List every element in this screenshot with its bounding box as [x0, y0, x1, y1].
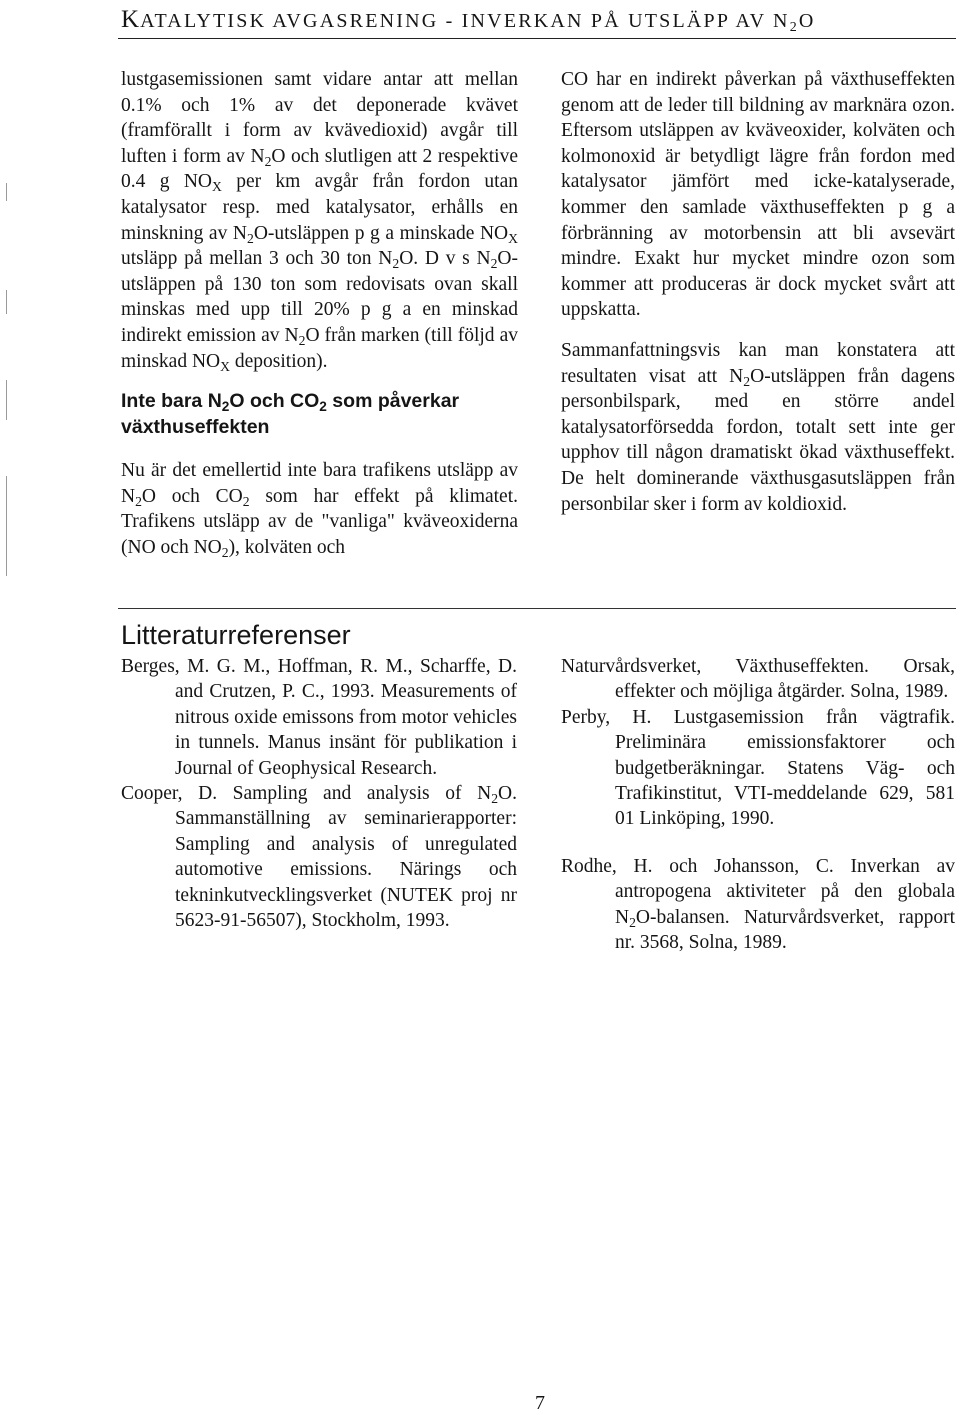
reference-item: Perby, H. Lustgasemission från vägtrafik. Preliminära emissionsfaktorer och budgetberäkningar. Statens Väg- och Trafikinstitut, VTI-meddelande 629, 581 01 Linköping, 1990.: [561, 706, 955, 830]
left-column: [121, 67, 518, 561]
scan-mark: [6, 476, 7, 576]
paragraph-summary: Sammanfattningsvis kan man konstatera att resultaten visat att $N_2O$-utsläppen från dagens personbilspark, med en större andel katalysatorförsedda fordon, totalt sett inte ger upphov till någon dramatiskt ökad växthuseffekt. De helt dominerande växthusgasutsläppen från personbilar sker i form av koldioxid.: [561, 339, 956, 515]
reference-item: Naturvårdsverket, Växthuseffekten. Orsak, effekter och möjliga åtgärder. Solna, 1989.: [561, 656, 955, 703]
paragraph-climate: Nu är det emellertid inte bara trafikens utsläpp av $N_2O$ och $CO_2$ som har effekt på klimatet. Trafikens utsläpp av de "vanliga" kväveoxiderna (NO och $NO_2$), kolväten och: [121, 460, 519, 560]
running-header-text: ATALYTISK AVGASRENING - INVERKAN PÅ UTSLÄPP AV N: [140, 10, 790, 32]
scan-mark: [6, 183, 7, 201]
reference-item: Cooper, D. Sampling and analysis of $N_2O$. Sammanställning av seminarierapporter: Sampling and analysis of unregulated automotive emissions. Närings och tekninkutvecklingsverket (NUTEK proj nr 5623-91-56507), Stockholm, 1993.: [121, 783, 517, 932]
reference-item: Berges, M. G. M., Hoffman, R. M., Scharffe, D. and Crutzen, P. C., 1993. Measurements of nitrous oxide emissons from motor vehicles in tunnels. Manus insänt för publikation i Journal of Geophysical Research.: [121, 656, 517, 779]
references-right: [561, 654, 955, 955]
running-header-initial: K: [121, 6, 141, 33]
references-title: Litteraturreferenser: [121, 620, 351, 650]
paragraph-ozone: CO har en indirekt påverkan på växthuseffekten genom att de leder till bildning av marknära ozon. Eftersom utsläppen av kväveoxider, kolväten och kolmonoxid är betydligt lägre från fordon med katalysator jämfört med icke-katalyserade, kommer den samlade växthuseffekten p g a förbränning av motorbensin att bli avsevärt mindre. Exakt hur mycket mindre ozon som kommer att produceras är dock mycket svårt att uppskatta.: [561, 69, 955, 321]
reference-item: Rodhe, H. och Johansson, C. Inverkan av antropogena aktiviteter på den globala $N_2O$-balansen. Naturvårdsverket, rapport nr. 3568, Solna, 1989.: [561, 855, 955, 954]
references-left: [121, 654, 517, 933]
right-column: [561, 67, 955, 517]
page-number: 7: [535, 1392, 545, 1414]
header-rule: [118, 38, 956, 39]
scan-mark: [6, 380, 7, 420]
running-header: KATALYTISK AVGASRENING - INVERKAN PÅ UTSLÄPP AV $N_2O$: [121, 6, 816, 36]
section-divider: [118, 608, 956, 609]
paragraph-emissions: lustgasemissionen samt vidare antar att mellan 0.1% och 1% av det deponerade kvävet (framförallt i form av kvävedioxid) avgår till luften i form av $N_2O$ och slutligen att 2 respektive 0.4 g $NO_X$ per km avgår från fordon utan katalysator resp. med katalysator, erhålls en minskning av $N_2O$-utsläppen p g a minskade $NO_X$ utsläpp på mellan 3 och 30 ton $N_2O$. D v s $N_2O$-utsläppen på 130 ton som redovisats ovan skall minskas med upp till 20% p g a en minskad indirekt emission av $N_2O$ från marken (till följd av minskad $NO_X$ deposition).: [121, 69, 518, 374]
section-heading: Inte bara $N_2O$ och $CO_2$ som påverkar växthuseffekten: [121, 390, 460, 439]
scan-mark: [6, 290, 7, 314]
